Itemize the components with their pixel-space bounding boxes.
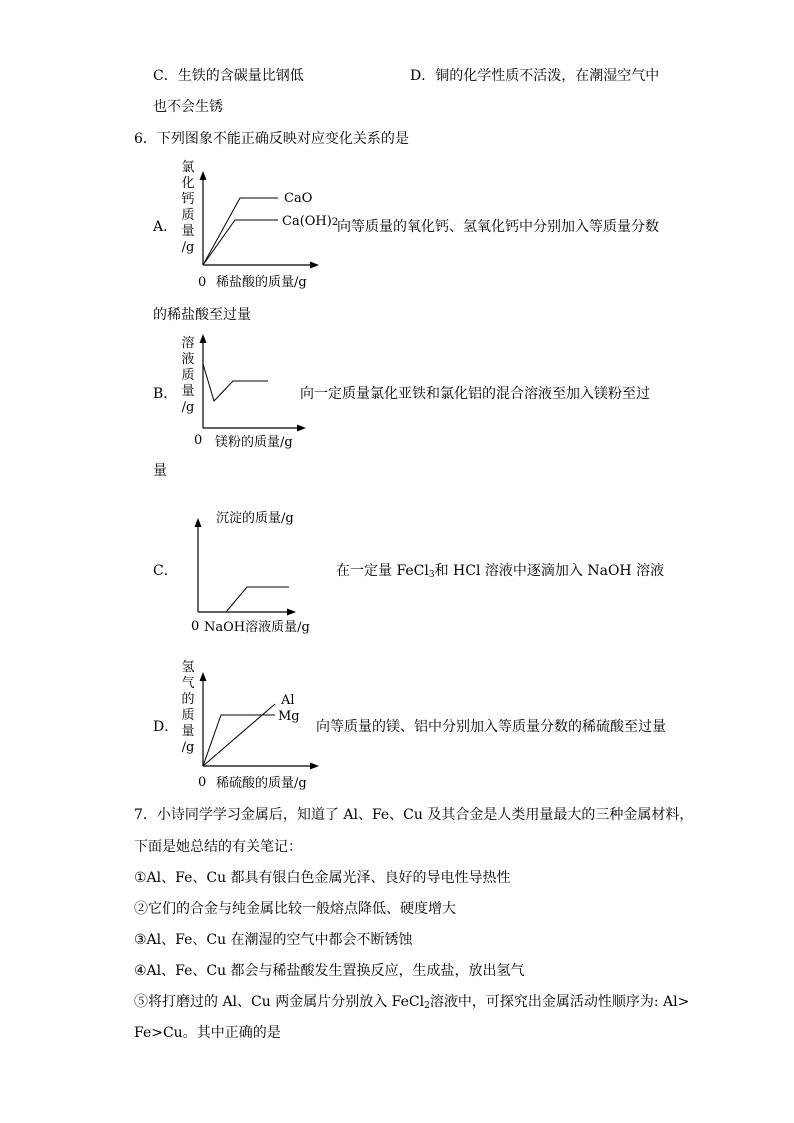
q6-d-desc: 向等质量的镁、铝中分别加入等质量分数的稀硫酸至过量 xyxy=(316,719,666,735)
q7-statement-1: ①Al、Fe、Cu 都具有银白色金属光泽、良好的导电性导热性 xyxy=(134,870,511,886)
q6-b-desc-line2: 量 xyxy=(153,463,167,479)
q6-d-origin: 0 xyxy=(198,775,207,790)
q6-c-letter: C． xyxy=(153,563,178,579)
q5-option-d-line2: 也不会生锈 xyxy=(153,99,223,115)
q7-statement-4: ④Al、Fe、Cu 都会与稀盐酸发生置换反应，生成盐，放出氢气 xyxy=(134,963,525,979)
q6-d-series-mg: Mg xyxy=(278,709,300,724)
q6-d-line-mg xyxy=(203,715,275,766)
q7-statement-5: ⑤将打磨过的 Al、Cu 两金属片分别放入 FeCl$_2$溶液中，可探究出金属活动性顺序为: Al> xyxy=(134,994,690,1011)
q7-stem-line1: 7．小诗同学学习金属后，知道了 Al、Fe、Cu 及其合金是人类用量最大的三种金属材料， xyxy=(134,807,694,823)
q6-b-ylabel: 溶 液 质 量 /g xyxy=(181,336,195,415)
q6-a-ylabel: 氯 化 钙 质 量 /g xyxy=(181,160,195,255)
q7-stem-line2: 下面是她总结的有关笔记： xyxy=(134,839,302,855)
q6-c-ylabel: 沉淀的质量/g xyxy=(216,511,294,526)
q7-statement-3: ③Al、Fe、Cu 在潮湿的空气中都会不断锈蚀 xyxy=(134,932,413,948)
q6-d-letter: D． xyxy=(153,719,179,735)
q6-b-origin: 0 xyxy=(194,433,203,448)
q6-b-desc-line1: 向一定质量氯化亚铁和氯化铝的混合溶液至加入镁粉至过 xyxy=(300,386,650,402)
q6-b-letter: B． xyxy=(153,386,178,402)
q6-a-xlabel: 稀盐酸的质量/g xyxy=(216,275,307,290)
q6-a-series-cao: CaO xyxy=(284,191,313,206)
q6-a-series-caoh2: Ca(OH)2 xyxy=(282,214,339,229)
q6-d-x-arrow xyxy=(310,763,319,770)
q7-statement-5-line2: Fe>Cu。其中正确的是 xyxy=(134,1025,281,1041)
q6-d-series-al: Al xyxy=(281,693,295,708)
q6-b-xlabel: 镁粉的质量/g xyxy=(215,435,293,450)
q6-c-origin: 0 xyxy=(191,619,200,634)
q7-statement-2: ②它们的合金与纯金属比较一般熔点降低、硬度增大 xyxy=(134,901,456,917)
q5-option-c: C．生铁的含碳量比钢低 xyxy=(153,68,304,84)
q5-option-d-line1: D．铜的化学性质不活泼，在潮湿空气中 xyxy=(410,68,660,84)
q6-a-desc-line2: 的稀盐酸至过量 xyxy=(153,307,251,323)
q6-a-desc-line1: 向等质量的氧化钙、氢氧化钙中分别加入等质量分数 xyxy=(337,219,659,235)
q6-d-xlabel: 稀硫酸的质量/g xyxy=(216,776,307,791)
q6-c-desc: 在一定量 FeCl$_3$和 HCl 溶液中逐滴加入 NaOH 溶液 xyxy=(336,563,665,580)
q6-d-y-arrow xyxy=(200,672,207,681)
q6-c-xlabel: NaOH溶液质量/g xyxy=(204,620,310,635)
q6-d-ylabel: 氢 气 的 质 量 /g xyxy=(181,660,195,755)
q6-a-letter: A． xyxy=(153,219,178,235)
q6-a-origin: 0 xyxy=(198,275,207,290)
q6-stem: 6．下列图象不能正确反映对应变化关系的是 xyxy=(134,131,409,147)
